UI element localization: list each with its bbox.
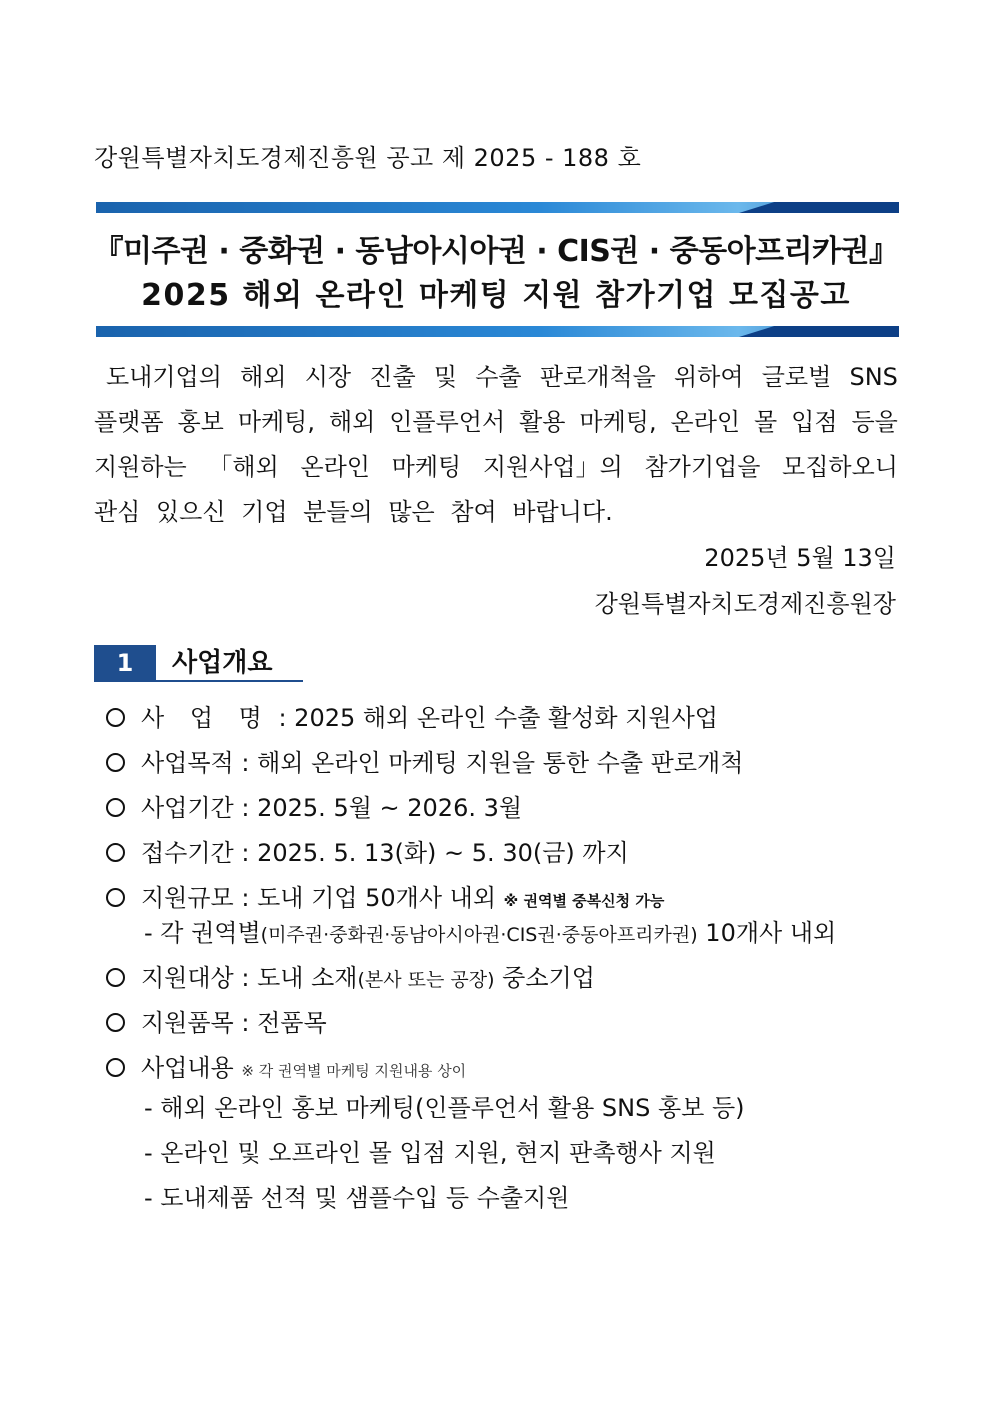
section-number: 1 bbox=[94, 645, 156, 681]
issuer-name: 강원특별자치도경제진흥원장 bbox=[594, 590, 896, 618]
intro-line-2 bbox=[94, 400, 898, 445]
item-label: 지원대상 bbox=[141, 964, 234, 992]
scale-sub-regions: (미주권·중화권·동남아시아권·CIS권·중동아프리카권) bbox=[260, 924, 698, 946]
item-business-name bbox=[106, 703, 718, 733]
scale-note: ※ 권역별 중복신청 가능 bbox=[503, 892, 665, 910]
circle-bullet-icon bbox=[106, 798, 125, 817]
intro-word: 홍보 bbox=[177, 408, 224, 436]
intro-word: 해외 bbox=[240, 363, 287, 391]
item-value: : 2025 해외 온라인 수출 활성화 지원사업 bbox=[278, 704, 718, 732]
title-top-band bbox=[96, 202, 899, 213]
intro-word: 입점 bbox=[791, 408, 838, 436]
title-line-1: 『미주권 · 중화권 · 동남아시아권 · CIS권 · 중동아프리카권』 bbox=[93, 234, 899, 269]
target-paren: (본사 또는 공장) bbox=[357, 969, 495, 991]
intro-word: 진출 bbox=[369, 363, 416, 391]
item-value: : 전품목 bbox=[241, 1009, 327, 1037]
intro-word: 지원사업」의 bbox=[482, 453, 623, 481]
intro-word: 글로벌 bbox=[761, 363, 832, 391]
content-sub-2: - 온라인 및 오프라인 몰 입점 지원, 현지 판촉행사 지원 bbox=[144, 1139, 716, 1167]
title-bottom-band bbox=[96, 326, 899, 337]
section-header bbox=[94, 645, 304, 681]
item-value: : 도내 소재 bbox=[241, 964, 358, 992]
circle-bullet-icon bbox=[106, 888, 125, 907]
intro-word: SNS bbox=[849, 363, 898, 391]
circle-bullet-icon bbox=[106, 753, 125, 772]
intro-word: 시장 bbox=[304, 363, 352, 391]
title-line-2: 2025 해외 온라인 마케팅 지원 참가기업 모집공고 bbox=[141, 278, 851, 313]
circle-bullet-icon bbox=[106, 708, 125, 727]
intro-word: 참가기업을 bbox=[644, 453, 761, 481]
notice-number: 강원특별자치도경제진흥원 공고 제 2025 - 188 호 bbox=[94, 144, 642, 172]
item-value: : 도내 기업 50개사 내외 bbox=[241, 884, 497, 912]
intro-word: 인플루언서 bbox=[389, 408, 506, 436]
intro-line-1 bbox=[94, 355, 898, 400]
intro-word: 온라인 bbox=[670, 408, 741, 436]
item-label: 접수기간 bbox=[141, 839, 234, 867]
scale-sub-line bbox=[144, 918, 836, 950]
item-target bbox=[106, 963, 595, 995]
intro-word: 수출 bbox=[475, 363, 522, 391]
intro-word: 마케팅, bbox=[579, 408, 657, 436]
intro-word: 마케팅 bbox=[391, 453, 462, 481]
intro-word: 온라인 bbox=[300, 453, 370, 481]
intro-line-3 bbox=[94, 445, 898, 490]
item-scale bbox=[106, 883, 664, 916]
item-content bbox=[106, 1053, 466, 1086]
item-value: : 해외 온라인 마케팅 지원을 통한 수출 판로개척 bbox=[241, 749, 744, 777]
section-underline bbox=[94, 680, 303, 682]
section-title: 사업개요 bbox=[172, 648, 273, 678]
item-label: 사업목적 bbox=[141, 749, 234, 777]
scale-sub-prefix: - 각 권역별 bbox=[144, 919, 261, 947]
item-label: 지원품목 bbox=[141, 1009, 234, 1037]
intro-word: 지원하는 bbox=[94, 453, 187, 481]
intro-word: 판로개척을 bbox=[539, 363, 656, 391]
item-reception bbox=[106, 838, 629, 868]
intro-word: 활용 bbox=[519, 408, 566, 436]
scale-sub-suffix: 10개사 내외 bbox=[705, 919, 837, 947]
item-label: 지원규모 bbox=[141, 884, 234, 912]
item-products bbox=[106, 1008, 327, 1038]
intro-word: 등을 bbox=[851, 408, 898, 436]
intro-word: 「해외 bbox=[208, 453, 279, 481]
intro-word: 도내기업의 bbox=[106, 363, 222, 391]
intro-word: 해외 bbox=[328, 408, 376, 436]
intro-word: 및 bbox=[433, 363, 458, 391]
intro-line-4: 관심 있으신 기업 분들의 많은 참여 바랍니다. bbox=[94, 498, 613, 526]
intro-word: 몰 bbox=[754, 408, 778, 436]
circle-bullet-icon bbox=[106, 843, 125, 862]
notice-date: 2025년 5월 13일 bbox=[704, 544, 896, 572]
target-suffix: 중소기업 bbox=[502, 964, 595, 992]
item-label: 사업내용 bbox=[141, 1054, 234, 1082]
intro-word: 플랫폼 bbox=[94, 408, 164, 436]
circle-bullet-icon bbox=[106, 1013, 125, 1032]
item-value: : 2025. 5월 ~ 2026. 3월 bbox=[241, 794, 523, 822]
item-value: : 2025. 5. 13(화) ~ 5. 30(금) 까지 bbox=[241, 839, 629, 867]
content-sub-1: - 해외 온라인 홍보 마케팅(인플루언서 활용 SNS 홍보 등) bbox=[144, 1094, 745, 1122]
item-label: 사업기간 bbox=[141, 794, 234, 822]
intro-word: 모집하오니 bbox=[782, 453, 898, 481]
content-sub-3: - 도내제품 선적 및 샘플수입 등 수출지원 bbox=[144, 1184, 570, 1212]
item-label: 사 업 명 bbox=[141, 704, 271, 732]
circle-bullet-icon bbox=[106, 968, 125, 987]
intro-paragraph bbox=[94, 355, 898, 535]
item-purpose bbox=[106, 748, 743, 778]
intro-word: 위하여 bbox=[673, 363, 744, 391]
intro-word: 마케팅, bbox=[237, 408, 315, 436]
circle-bullet-icon bbox=[106, 1058, 125, 1077]
content-note: ※ 각 권역별 마케팅 지원내용 상이 bbox=[241, 1062, 467, 1080]
item-period bbox=[106, 793, 522, 823]
